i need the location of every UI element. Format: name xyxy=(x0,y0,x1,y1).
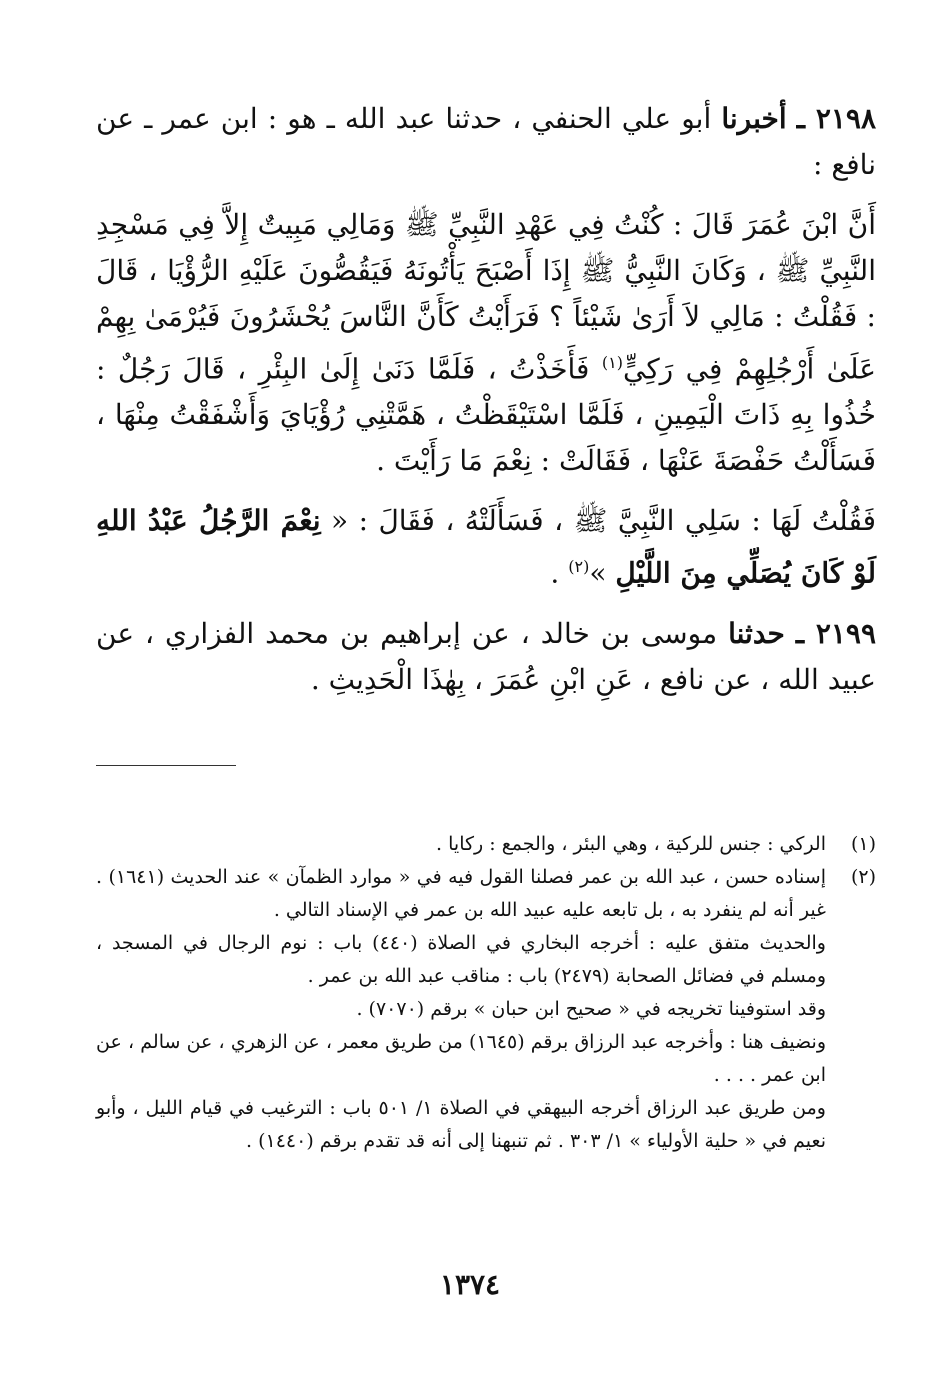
matn-text: فَقُلْتُ لَهَا : سَلِي النَّبِيَّ ﷺ ، فَسَأَلَتْهُ ، فَقَالَ : « xyxy=(331,504,877,538)
footnote-text: الركي : جنس للركية ، وهي البئر ، والجمع : ركايا . xyxy=(436,833,826,855)
matn-end: . xyxy=(550,556,569,590)
hadith-2198-prophet-saying xyxy=(96,498,876,596)
isnad-lead: أخبرنا xyxy=(721,102,787,135)
matn-text: فَأَخَذْتُ ، فَلَمَّا دَنَىٰ إِلَىٰ البِئْرِ ، قَالَ رَجُلٌ : خُذُوا بِهِ ذَاتَ الْيَمِينِ ، فَلَمَّا اسْتَيْقَظْتُ ، هَمَّتْنِي رُؤْيَايَ وَأَشْفَقْتُ مِنْهَا ، فَسَأَلْتُ حَفْصَةَ عَنْهَا ، فَقَالَتْ : نِعْمَ مَا رَأَيْتَ . xyxy=(96,352,876,478)
footnote-marker: (١) xyxy=(601,353,623,372)
footnote-text: إسناده حسن ، عبد الله بن عمر فصلنا القول فيه في « موارد الظمآن » عند الحديث (١٦٤١) . غير أنه لم ينفرد به ، بل تابعه عليه عبيد الله بن عمر في الإسناد التالي . xyxy=(96,866,826,921)
hadith-2199 xyxy=(96,611,876,703)
footnote-number: (٢) xyxy=(850,866,876,888)
isnad-lead: حدثنا xyxy=(728,616,785,650)
isnad-text: موسى بن خالد ، عن إبراهيم بن محمد الفزاري ، عن عبيد الله ، عن نافع ، xyxy=(96,616,876,696)
isnad-text: أبو علي الحنفي ، حدثنا عبد الله ـ هو : ابن عمر ـ عن نافع : xyxy=(96,102,876,181)
hadith-number: ٢١٩٨ ـ xyxy=(796,102,876,135)
footnote-2 xyxy=(96,861,876,927)
prophetic-statement: نِعْمَ الرَّجُلُ عَبْدُ اللهِ لَوْ كَانَ يُصَلِّي مِنَ اللَّيْلِ xyxy=(96,504,876,590)
footnote-text: وقد استوفينا تخريجه في « صحيح ابن حبان » برقم (٧٠٧٠) . xyxy=(356,998,826,1020)
footnote-text: ومن طريق عبد الرزاق أخرجه البيهقي في الصلاة ١/ ٥٠١ باب : الترغيب في قيام الليل ، وأبو نعيم في « حلية الأولياء » ١/ ٣٠٣ . ثم تنبهنا إلى أنه قد تقدم برقم (١٤٤٠) . xyxy=(96,1097,826,1152)
footnote-marker: (٢) xyxy=(568,557,590,577)
matn-text: عَنِ ابْنِ عُمَرَ ، بِهٰذَا الْحَدِيثِ . xyxy=(310,662,633,696)
quote-close: » xyxy=(589,556,607,590)
footnote-1 xyxy=(96,828,876,861)
footnote-text: والحديث متفق عليه : أخرجه البخاري في الصلاة (٤٤٠) باب : نوم الرجال في المسجد ، ومسلم في فضائل الصحابة (٢٤٧٩) باب : مناقب عبد الله بن عمر . xyxy=(96,932,826,987)
footnotes xyxy=(96,828,876,1158)
page-number: ١٣٧٤ xyxy=(439,1268,501,1301)
hadith-number: ٢١٩٩ ـ xyxy=(795,616,876,650)
footnote-separator xyxy=(96,765,236,766)
matn-text: أَنَّ ابْنَ عُمَرَ قَالَ : كُنْتُ فِي عَهْدِ النَّبِيِّ ﷺ وَمَالِي مَبِيتٌ إِلاَّ فِي مَسْجِدِ النَّبِيِّ ﷺ ، وَكَانَ النَّبِيُّ ﷺ إِذَا أَصْبَحَ يَأْتُونَهُ فَيَقُصُّونَ عَلَيْهِ الرُّؤْيَا ، قَالَ : فَقُلْتُ : مَالِي لاَ أَرَىٰ شَيْئاً ؟ فَرَأَيْتُ كَأَنَّ النَّاسَ يُحْشَرُونَ فَيُرْمَىٰ بِهِمْ عَلَىٰ أَرْجُلِهِمْ فِي رَكِيٍّ xyxy=(96,208,877,386)
footnote-text: ونضيف هنا : وأخرجه عبد الرزاق برقم (١٦٤٥) من طريق معمر ، عن الزهري ، عن سالم ، عن ابن عمر . . . . xyxy=(96,1031,826,1086)
main-text xyxy=(96,96,876,703)
hadith-2198-matn xyxy=(96,202,876,484)
hadith-2198-isnad xyxy=(96,96,876,188)
footnote-number: (١) xyxy=(850,833,876,855)
